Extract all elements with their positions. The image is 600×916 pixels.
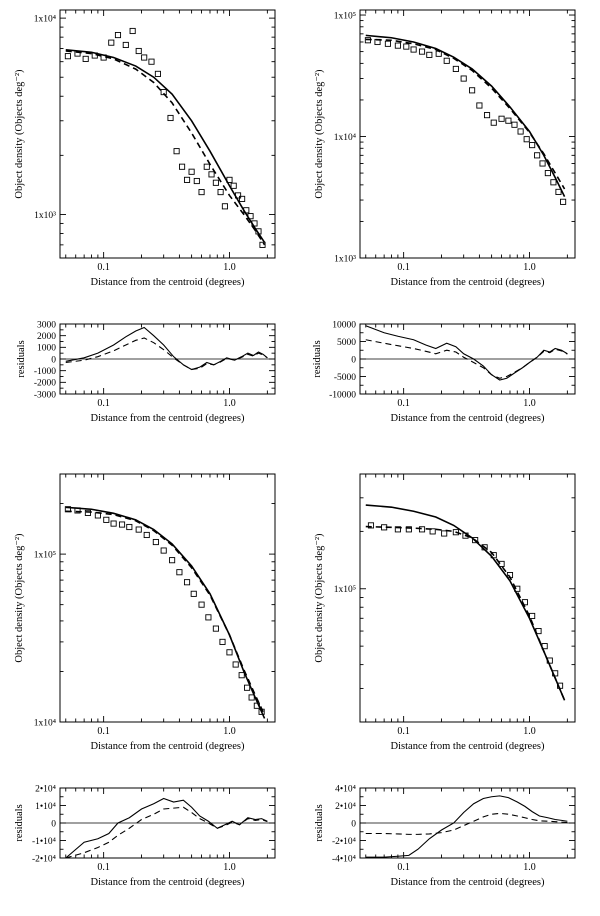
x-tick-label: 0.1 (397, 862, 410, 873)
fit-line-solid (66, 799, 268, 859)
x-tick-label: 0.1 (97, 726, 110, 737)
x-tick-label: 1.0 (523, 398, 536, 409)
data-point-square (115, 32, 120, 37)
residual-panel-top-left-svg (8, 318, 281, 430)
data-point-square (189, 169, 194, 174)
y-tick-label: -5000 (333, 372, 356, 383)
data-point-square (204, 164, 209, 169)
y-tick-label: 4•10⁴ (335, 784, 356, 795)
data-point-square (470, 88, 475, 93)
data-point-square (109, 40, 114, 45)
y-tick-label: 1x10⁴ (33, 718, 56, 729)
data-point-square (551, 180, 556, 185)
x-axis-title: Distance from the centroid (degrees) (390, 413, 545, 424)
data-point-square (222, 204, 227, 209)
data-point-square (130, 28, 135, 33)
fit-line-dashed (66, 511, 265, 715)
y-tick-label: -2•10⁴ (331, 836, 356, 847)
data-point-square (213, 626, 218, 631)
y-axis-title: Object density (Objects deg⁻²) (314, 533, 325, 663)
x-tick-label: 1.0 (523, 262, 536, 273)
data-point-square (491, 120, 496, 125)
density-panel-bottom-right (308, 468, 581, 758)
residual-panel-top-right (308, 318, 581, 430)
x-tick-label: 1.0 (223, 862, 236, 873)
density-panel-bottom-left-frame (60, 474, 275, 722)
density-panel-top-left-frame (60, 10, 275, 258)
density-panel-bottom-left (8, 468, 281, 758)
data-point-square (119, 522, 124, 527)
y-tick-label: -2000 (33, 378, 56, 389)
data-point-square (530, 613, 535, 618)
data-point-square (85, 510, 90, 515)
y-tick-label: 2•10⁴ (335, 801, 356, 812)
x-tick-label: 0.1 (97, 862, 110, 873)
data-point-square (191, 591, 196, 596)
data-point-square (561, 199, 566, 204)
y-tick-label: -2•10⁴ (31, 854, 56, 865)
residual-panel-bottom-left (8, 782, 281, 894)
y-tick-label: 0 (51, 355, 56, 366)
y-axis-title: residuals (16, 340, 27, 378)
data-point-square (556, 189, 561, 194)
y-tick-label: 0 (351, 819, 356, 830)
fit-line-dashed (366, 39, 565, 189)
y-axis-title: Object density (Objects deg⁻²) (314, 69, 325, 199)
data-point-square (168, 115, 173, 120)
data-point-square (436, 51, 441, 56)
y-tick-label: 1•10⁴ (35, 801, 56, 812)
y-tick-label: 5000 (337, 337, 356, 348)
density-panel-bottom-right-svg (308, 468, 581, 758)
x-axis-title: Distance from the centroid (degrees) (90, 877, 245, 888)
data-point-square (427, 52, 432, 57)
y-axis-title: residuals (314, 804, 325, 842)
data-point-square (218, 189, 223, 194)
x-tick-label: 1.0 (523, 726, 536, 737)
y-tick-label: 1x10⁵ (333, 11, 356, 22)
data-point-square (545, 170, 550, 175)
data-point-square (174, 149, 179, 154)
fit-line-solid (366, 35, 565, 196)
x-axis-title: Distance from the centroid (degrees) (90, 277, 245, 288)
y-tick-label: -10000 (329, 390, 356, 401)
data-point-square (209, 172, 214, 177)
y-tick-label: -1•10⁴ (31, 836, 56, 847)
data-point-square (506, 118, 511, 123)
y-axis-title: residuals (14, 804, 25, 842)
data-point-square (136, 527, 141, 532)
x-tick-label: 0.1 (397, 726, 410, 737)
x-axis-title: Distance from the centroid (degrees) (90, 741, 245, 752)
data-point-square (177, 570, 182, 575)
data-point-square (484, 113, 489, 118)
x-axis-title: Distance from the centroid (degrees) (90, 413, 245, 424)
fit-line-solid (366, 505, 565, 700)
density-panel-bottom-left-svg (8, 468, 281, 758)
data-point-square (220, 639, 225, 644)
data-point-square (231, 183, 236, 188)
data-point-square (199, 189, 204, 194)
density-panel-top-right (308, 4, 581, 294)
y-axis-title: residuals (312, 340, 323, 378)
fit-line-dashed (66, 51, 265, 245)
data-point-square (83, 56, 88, 61)
data-point-square (153, 539, 158, 544)
data-point-square (419, 527, 424, 532)
data-point-square (404, 44, 409, 49)
data-point-square (206, 615, 211, 620)
x-tick-label: 0.1 (397, 262, 410, 273)
data-point-square (453, 66, 458, 71)
x-axis-title: Distance from the centroid (degrees) (390, 277, 545, 288)
data-point-square (530, 142, 535, 147)
x-tick-label: 1.0 (523, 862, 536, 873)
fit-line-dashed (66, 807, 268, 858)
data-point-square (184, 177, 189, 182)
density-panel-bottom-right-frame (360, 474, 575, 722)
density-panel-top-left (8, 4, 281, 294)
data-point-square (518, 129, 523, 134)
data-point-square (194, 178, 199, 183)
density-panel-top-right-svg (308, 4, 581, 294)
y-tick-label: 1x10⁵ (33, 550, 56, 561)
data-point-square (524, 137, 529, 142)
x-tick-label: 1.0 (223, 726, 236, 737)
data-point-square (199, 602, 204, 607)
fit-line-solid (366, 796, 568, 857)
y-tick-label: -1000 (33, 367, 56, 378)
data-point-square (442, 531, 447, 536)
y-tick-label: 1x10³ (34, 210, 56, 221)
y-tick-label: 0 (51, 819, 56, 830)
y-tick-label: 1000 (37, 343, 56, 354)
data-point-square (249, 695, 254, 700)
data-point-square (127, 524, 132, 529)
data-point-square (419, 49, 424, 54)
data-point-square (65, 54, 70, 59)
data-point-square (155, 71, 160, 76)
data-point-square (227, 650, 232, 655)
y-tick-label: 10000 (332, 320, 356, 331)
fit-line-solid (66, 50, 265, 243)
x-tick-label: 0.1 (97, 262, 110, 273)
y-tick-label: -3000 (33, 390, 56, 401)
y-tick-label: 2•10⁴ (35, 784, 56, 795)
x-tick-label: 0.1 (97, 398, 110, 409)
fit-line-dashed (366, 813, 568, 834)
data-point-square (244, 685, 249, 690)
data-point-square (123, 42, 128, 47)
data-point-square (213, 180, 218, 185)
data-point-square (161, 548, 166, 553)
x-tick-label: 0.1 (397, 398, 410, 409)
data-point-square (111, 521, 116, 526)
data-point-square (411, 47, 416, 52)
data-point-square (395, 43, 400, 48)
data-point-square (499, 116, 504, 121)
data-point-square (239, 673, 244, 678)
density-panel-top-left-svg (8, 4, 281, 294)
y-tick-label: -4•10⁴ (331, 854, 356, 865)
data-point-square (184, 580, 189, 585)
data-point-square (233, 662, 238, 667)
x-axis-title: Distance from the centroid (degrees) (390, 877, 545, 888)
x-tick-label: 1.0 (223, 398, 236, 409)
fit-line-solid (366, 326, 568, 380)
data-point-square (144, 532, 149, 537)
y-tick-label: 1x10⁴ (33, 14, 56, 25)
data-point-square (142, 55, 147, 60)
y-axis-title: Object density (Objects deg⁻²) (14, 533, 25, 663)
y-tick-label: 2000 (37, 332, 56, 343)
data-point-square (104, 517, 109, 522)
fit-line-solid (66, 328, 268, 370)
data-point-square (512, 122, 517, 127)
y-tick-label: 1x10⁴ (333, 132, 356, 143)
x-tick-label: 1.0 (223, 262, 236, 273)
data-point-square (461, 76, 466, 81)
y-tick-label: 1x10³ (334, 254, 356, 265)
x-axis-title: Distance from the centroid (degrees) (390, 741, 545, 752)
data-point-square (477, 103, 482, 108)
data-point-square (540, 161, 545, 166)
data-point-square (136, 48, 141, 53)
residual-panel-top-right-svg (308, 318, 581, 430)
residual-panel-bottom-right (308, 782, 581, 894)
data-point-square (170, 558, 175, 563)
y-axis-title: Object density (Objects deg⁻²) (14, 69, 25, 199)
data-point-square (444, 58, 449, 63)
data-point-square (149, 59, 154, 64)
residual-panel-bottom-left-svg (8, 782, 281, 894)
residual-panel-bottom-right-svg (308, 782, 581, 894)
residual-panel-top-left (8, 318, 281, 430)
data-point-square (535, 153, 540, 158)
y-tick-label: 3000 (37, 320, 56, 331)
y-tick-label: 0 (351, 355, 356, 366)
data-point-square (385, 41, 390, 46)
data-point-square (179, 164, 184, 169)
density-panel-top-right-frame (360, 10, 575, 258)
y-tick-label: 1x10⁵ (333, 585, 356, 596)
